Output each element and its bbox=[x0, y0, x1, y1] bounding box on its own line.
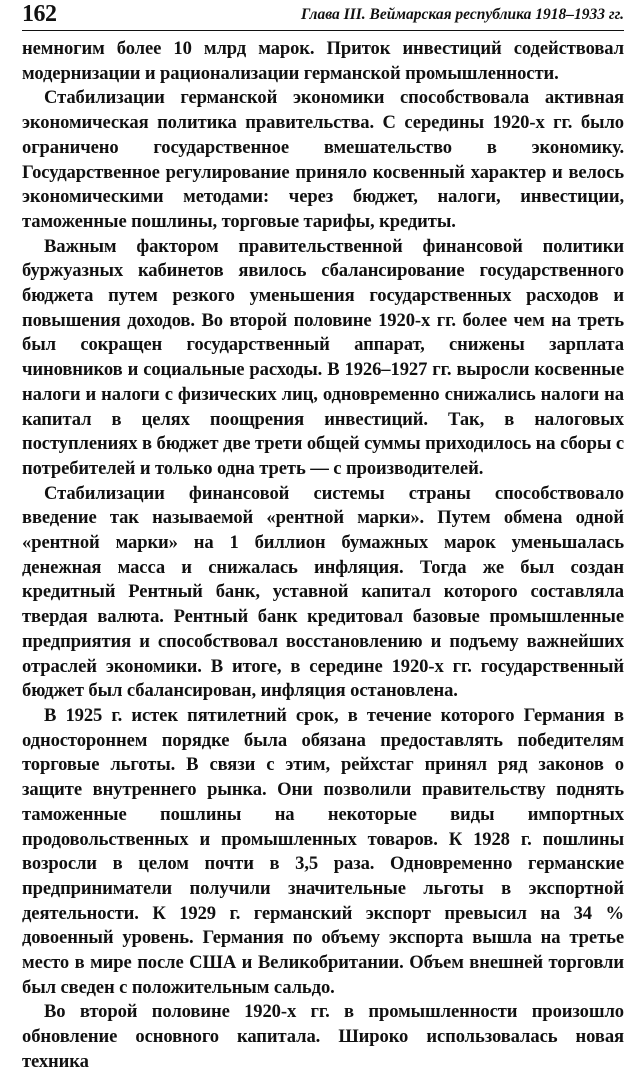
paragraph-continued: немногим более 10 млрд марок. Приток инвестиций содействовал модернизации и рационализации германской промышленности. bbox=[22, 38, 624, 84]
page-number: 162 bbox=[22, 1, 57, 27]
paragraph: В 1925 г. истек пятилетний срок, в течение которого Германия в одностороннем порядке была обязана предоставлять победителям торговые льготы. В связи с этим, рейхстаг принял ряд законов о защите внутреннего рынка. Они позволили правительству поднять таможенные пошлины на некоторые виды импортных продовольственных и промышленных товаров. К 1928 г. пошлины возросли в целом почти в 3,5 раза. Одновременно германские предприниматели получили значительные льготы в экспортной деятельности. К 1929 г. германский экспорт превысил на 34 % довоенный уровень. Германия по объему экспорта вышла на третье место в мире после США и Великобритании. Объем внешней торговли был сведен с положительным сальдо. bbox=[22, 704, 624, 998]
paragraph: Во второй половине 1920-х гг. в промышленности произошло обновление основного капитала. Широко использовалась новая техника bbox=[22, 1001, 624, 1072]
header-rule bbox=[22, 30, 624, 31]
running-head bbox=[22, 0, 624, 30]
paragraph: Стабилизации германской экономики способствовала активная экономическая политика правительства. С середины 1920-х гг. было ограничено государственное вмешательство в экономику. Государственное регулирование приняло косвенный характер и велось экономическими методами: через бюджет, налоги, инвестиции, таможенные пошлины, торговые тарифы, кредиты. bbox=[22, 87, 624, 232]
paragraph: Важным фактором правительственной финансовой политики буржуазных кабинетов явилось сбалансирование государственного бюджета путем резкого уменьшения государственных расходов и повышения доходов. Во второй половине 1920-х гг. более чем на треть был сокращен государственный аппарат, снижены зарплата чиновников и социальные расходы. В 1926–1927 гг. выросли косвенные налоги и налоги с физических лиц, одновременно снижались налоги на капитал в целях поощрения инвестиций. Так, в налоговых поступлениях в бюджет две трети общей суммы приходилось на сборы с потребителей и только одна треть — с производителей. bbox=[22, 235, 624, 479]
body-text bbox=[22, 37, 624, 1075]
paragraph: Стабилизации финансовой системы страны способствовало введение так называемой «рентной марки». Путем обмена одной «рентной марки» на 1 биллион бумажных марок уменьшалась денежная масса и снижалась инфляция. Тогда же был создан кредитный Рентный банк, уставной капитал которого составляла твердая валюта. Рентный банк кредитовал базовые промышленные предприятия и способствовал восстановлению и подъему важнейших отраслей экономики. В итоге, в середине 1920-х гг. государственный бюджет был сбалансирован, инфляция остановлена. bbox=[22, 482, 624, 702]
chapter-title: Глава III. Веймарская республика 1918–1933 гг. bbox=[300, 6, 624, 23]
